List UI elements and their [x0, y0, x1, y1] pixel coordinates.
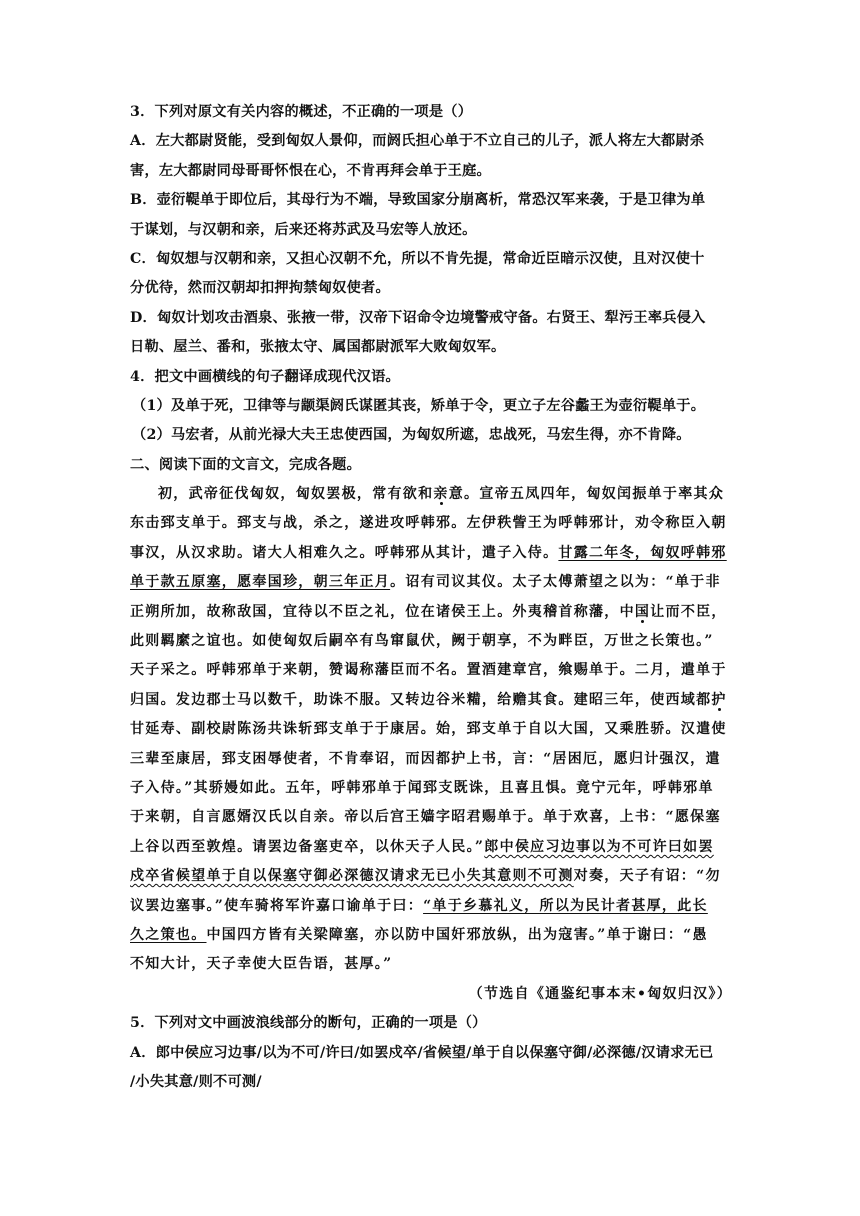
- q4-sentence-1: （1）及单于死，卫律等与颛渠阏氏谋匿其丧，矫单于令，更立子左谷蠡王为壶衍鞮单于。: [132, 397, 706, 414]
- q5-option-a-line-1: A．郎中侯应习边事/以为不可/许曰/如罢戍卒/省候望/单于自以保塞守御/必深德/汉请求无已: [130, 1044, 714, 1061]
- passage-text: 正朔所加，故称敌国，宜待以不臣之礼，位在诸侯王上。外夷稽首称藩，中: [130, 603, 635, 620]
- passage-text: 归国。发边郡士马以数千，助诛不服。又转边谷米糒，给赡其食。建昭三年，使西域都: [130, 691, 712, 708]
- dotted-char: 亲: [433, 486, 449, 503]
- wavy-underlined-text: 戍卒省候望单于自以保塞守御必深德汉请求无已小失其意则不可测: [130, 868, 574, 885]
- passage-line: [130, 686, 732, 715]
- passage-line: 甘延寿、副校尉陈汤共诛斩郅支单于于康居。始，郅支单于自以大国，又乘胜骄。汉遣使: [130, 721, 727, 738]
- question-3: [130, 98, 732, 363]
- passage-line: 天子采之。呼韩邪单于来朝，赞谒称藩臣而不名。置酒建章宫，飨赐单于。二月，遣单于: [130, 662, 727, 679]
- passage-line: [130, 892, 732, 921]
- passage-line: [130, 862, 732, 891]
- q4-sentence-2: （2）马宏者，从前光禄大夫王忠使西国，为匈奴所遮，忠战死，马宏生得，亦不肯降。: [132, 427, 691, 444]
- q3-option-b-line-2: 于谋划，与汉朝和亲，后来还将苏武及马宏等人放还。: [130, 221, 477, 238]
- passage-line: 子入侍。”其骄嫚如此。五年，呼韩邪单于闻郅支既诛，且喜且惧。竟宁元年，呼韩邪单: [130, 779, 714, 796]
- dotted-char: 国: [634, 603, 651, 620]
- passage-line: 三辈至康居，郅支困辱使者，不肯奉诏，而因都护上书，言：“居困厄，愿归计强汉，遣: [130, 750, 721, 767]
- passage-line: 东击郅支单于。郅支与战，杀之，遂进攻呼韩邪。左伊秩訾王为呼韩邪计，劝令称臣入朝: [130, 515, 727, 532]
- q5-stem: 5．下列对文中画波浪线部分的断句，正确的一项是（）: [130, 1015, 487, 1032]
- passage-text: 议罢边塞事。”使车骑将军许嘉口谕单于曰：: [130, 897, 424, 914]
- section-2-heading: 二、阅读下面的文言文，完成各题。: [130, 456, 362, 473]
- q3-option-b-line-1: B．壶衍鞮单于即位后，其母行为不端，导致国家分崩离析，常恐汉军来袭，于是卫律为单: [130, 192, 706, 209]
- passage-line: 于来朝，自言愿婿汉氏以自亲。帝以后宫王嫱字昭君赐单于。单于欢喜，上书：“愿保塞: [130, 809, 721, 826]
- q3-option-c-line-2: 分优待，然而汉朝却扣押拘禁匈奴使者。: [130, 280, 390, 297]
- dotted-char: 护: [711, 691, 727, 708]
- passage-line: [130, 480, 732, 509]
- q3-option-d-line-2: 日勒、屋兰、番和，张掖太守、属国都尉派军大败匈奴军。: [130, 339, 506, 356]
- classical-passage: [130, 480, 732, 1009]
- passage-line: [130, 598, 732, 627]
- underlined-sentence: 甘露二年冬，匈奴呼韩邪: [558, 544, 727, 561]
- underlined-sentence: 久之策也。: [130, 926, 207, 943]
- passage-text: 初，武帝征伐匈奴，匈奴罢极，常有欲和: [158, 486, 434, 503]
- passage-line: 此则羁縻之谊也。如使匈奴后嗣卒有鸟窜鼠伏，阙于朝享，不为畔臣，万世之长策也。”: [130, 633, 714, 650]
- q3-option-c-line-1: C．匈奴想与汉朝和亲，又担心汉朝不允，所以不肯先提，常命近臣暗示汉使，且对汉使十: [130, 250, 705, 267]
- underlined-sentence: 单于款五原塞，愿奉国珍，朝三年正月: [130, 574, 391, 591]
- passage-text: 意。宣帝五凤四年，匈奴闰振单于率其众: [448, 486, 725, 503]
- question-4: [130, 363, 732, 451]
- passage-source: （节选自《通鉴纪事本末•匈奴归汉》）: [468, 985, 732, 1002]
- q4-stem: 4．把文中画横线的句子翻译成现代汉语。: [130, 368, 400, 385]
- passage-line: [130, 539, 732, 568]
- passage-text: 。诏有司议其仪。太子太傅萧望之以为：“单于非: [390, 574, 721, 591]
- q3-stem: 3．下列对原文有关内容的概述，不正确的一项是（）: [130, 104, 473, 120]
- document-page: [130, 98, 732, 1097]
- passage-line: [130, 921, 732, 950]
- passage-line: [130, 568, 732, 597]
- q3-option-a-line-2: 害，左大都尉同母哥哥怀恨在心，不肯再拜会单于王庭。: [130, 162, 491, 179]
- passage-text: 对奏，天子有诏：“勿: [573, 868, 721, 885]
- passage-text: 中国四方皆有关梁障塞，亦以防中国奸邪放纵，出为寇害。”单于谢曰：“愚: [206, 926, 708, 943]
- passage-line: 不知大计，天子幸使大臣告语，甚厚。”: [130, 956, 393, 973]
- passage-text: 上谷以西至敦煌。请罢边备塞吏卒，以休天子人民。”: [130, 838, 485, 855]
- passage-line: [130, 833, 732, 862]
- passage-text: 事汉，从汉求助。诸大人相难久之。呼韩邪从其计，遣子入侍。: [130, 544, 559, 561]
- q5-option-a-line-2: /小失其意/则不可测/: [130, 1073, 262, 1090]
- question-5: [130, 1009, 732, 1097]
- underlined-sentence: “单于乡慕礼义，所以为民计者甚厚，此长: [423, 897, 708, 914]
- q3-option-a-line-1: A．左大都尉贤能，受到匈奴人景仰，而阏氏担心单于不立自己的儿子，派人将左大都尉杀: [130, 133, 705, 150]
- q3-option-d-line-1: D．匈奴计划攻击酒泉、张掖一带，汉帝下诏命令边境警戒守备。右贤王、犁污王率兵侵入: [130, 309, 706, 326]
- wavy-underlined-text: 郎中侯应习边事以为不可许曰如罢: [484, 838, 714, 855]
- passage-text: 让而不臣，: [650, 603, 727, 620]
